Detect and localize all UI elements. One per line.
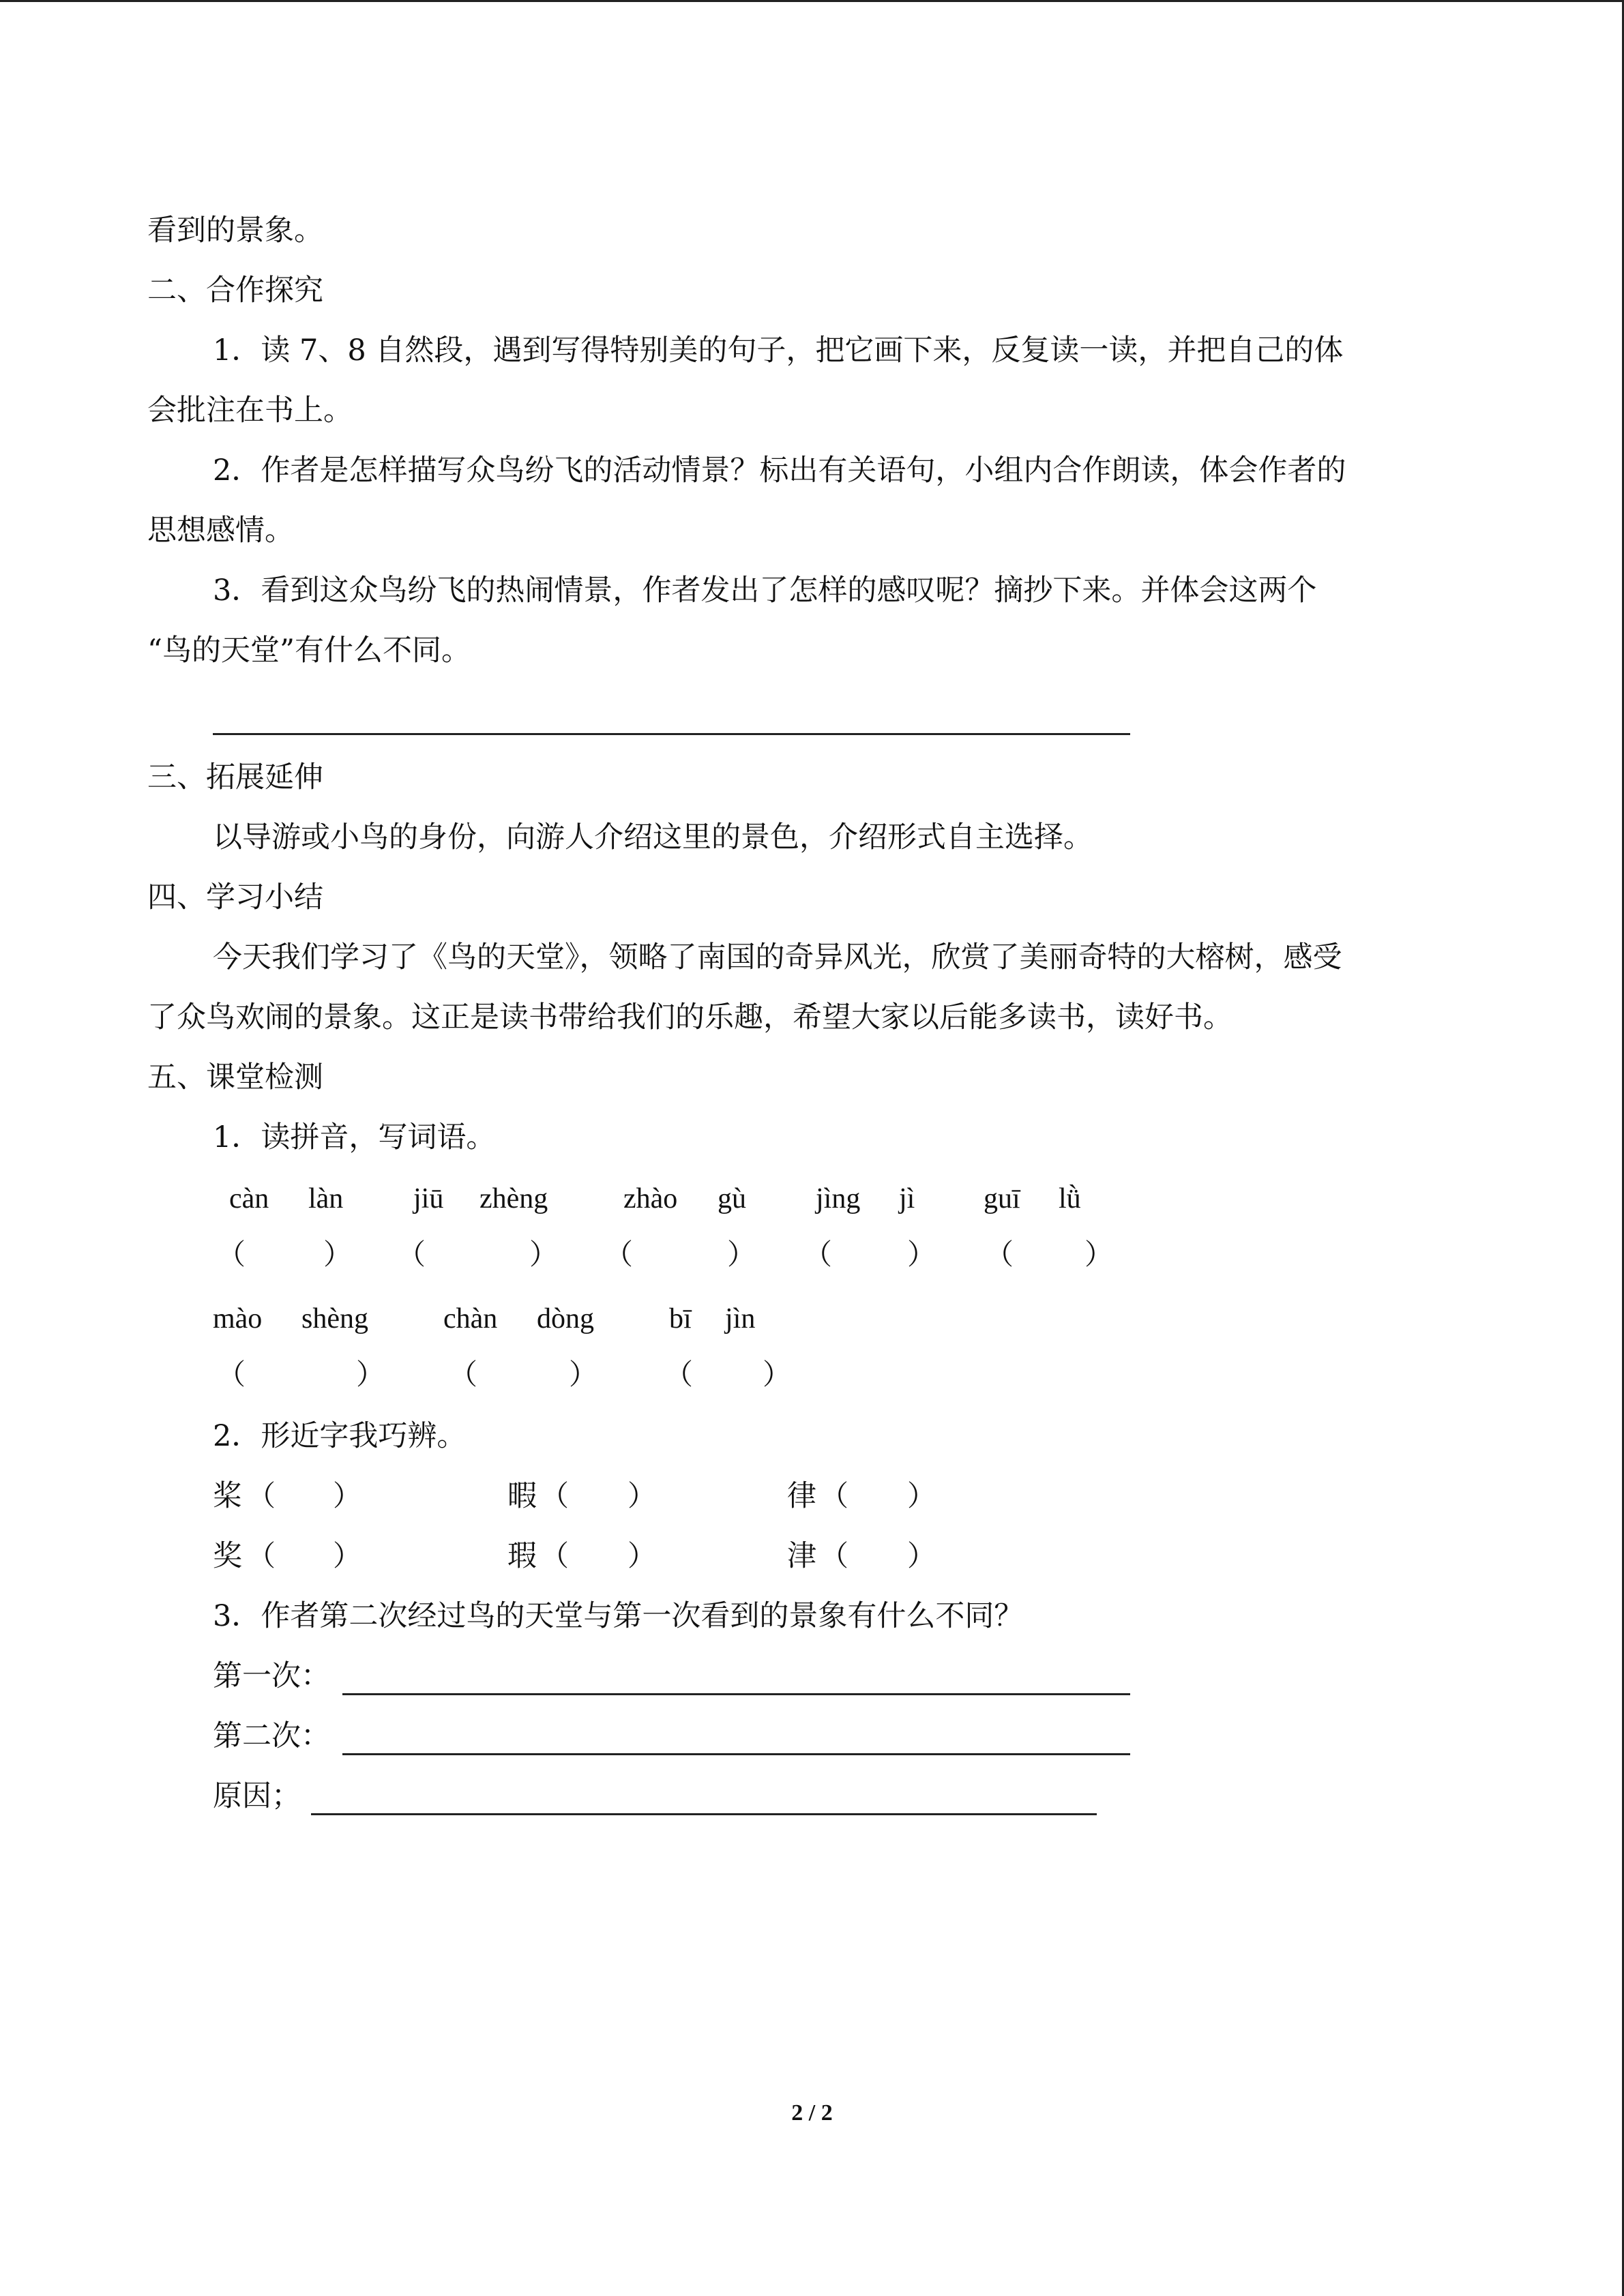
- paren-close: ）: [333, 1539, 362, 1572]
- text-line: 思想感情。: [147, 513, 294, 548]
- pinyin: lǜ: [1059, 1183, 1081, 1214]
- pinyin: làn: [308, 1183, 344, 1214]
- paren-open: （: [217, 1358, 246, 1391]
- paren-close: ）: [727, 1238, 756, 1271]
- paren-close: ）: [763, 1358, 792, 1391]
- paren-close: ）: [1084, 1238, 1114, 1271]
- section-heading: 三、拓展延伸: [147, 760, 323, 794]
- paren-close: ）: [628, 1539, 657, 1572]
- paren-close: ）: [529, 1238, 559, 1271]
- page-border: [0, 0, 1624, 2]
- paren-open: （: [540, 1479, 570, 1512]
- answer-label-first: 第一次：: [213, 1659, 330, 1693]
- question-label: 2．形近字我巧辨。: [213, 1419, 467, 1453]
- question-label: 3．作者第二次经过鸟的天堂与第一次看到的景象有什么不同？: [213, 1599, 1024, 1633]
- text-line: 1．读 7、8 自然段，遇到写得特别美的句子，把它画下来，反复读一读，并把自己的体: [213, 333, 1344, 368]
- paren-close: ）: [356, 1358, 385, 1391]
- section-heading: 四、学习小结: [147, 880, 323, 914]
- similar-char: 津: [787, 1539, 816, 1573]
- paren-open: （: [820, 1479, 849, 1512]
- text-line: 3．看到这众鸟纷飞的热闹情景，作者发出了怎样的感叹呢？摘抄下来。并体会这两个: [213, 573, 1317, 608]
- paren-open: （: [540, 1539, 570, 1572]
- pinyin: zhào: [623, 1183, 678, 1214]
- similar-char: 桨: [213, 1479, 242, 1513]
- pinyin: jì: [899, 1183, 915, 1214]
- section-heading: 五、课堂检测: [147, 1060, 323, 1094]
- paren-open: （: [397, 1238, 426, 1271]
- answer-label-reason: 原因；: [213, 1779, 301, 1813]
- paren-open: （: [449, 1358, 478, 1391]
- paren-open: （: [985, 1238, 1014, 1271]
- similar-char: 暇: [507, 1479, 537, 1513]
- similar-char: 奖: [213, 1539, 242, 1573]
- paren-close: ）: [907, 1238, 936, 1271]
- paren-close: ）: [569, 1358, 598, 1391]
- paren-open: （: [217, 1238, 246, 1271]
- pinyin: dòng: [537, 1303, 594, 1335]
- pinyin: mào: [213, 1303, 263, 1335]
- paren-open: （: [664, 1358, 694, 1391]
- pinyin: jìn: [725, 1303, 756, 1335]
- paren-close: ）: [323, 1238, 353, 1271]
- text-line: “鸟的天堂”有什么不同。: [147, 633, 471, 668]
- text-line: 会批注在书上。: [147, 393, 353, 428]
- paren-open: （: [247, 1479, 276, 1512]
- similar-char: 瑕: [507, 1539, 537, 1573]
- text-line: 2．作者是怎样描写众鸟纷飞的活动情景？标出有关语句，小组内合作朗读，体会作者的: [213, 453, 1346, 488]
- question-label: 1．读拼音，写词语。: [213, 1120, 496, 1154]
- pinyin: jiū: [413, 1183, 444, 1214]
- answer-line[interactable]: [213, 733, 1130, 735]
- paren-open: （: [803, 1238, 833, 1271]
- pinyin: càn: [229, 1183, 269, 1214]
- text-line: 以导游或小鸟的身份，向游人介绍这里的景色，介绍形式自主选择。: [213, 820, 1093, 854]
- text-line: 了众鸟欢闹的景象。这正是读书带给我们的乐趣，希望大家以后能多读书，读好书。: [147, 1000, 1232, 1034]
- answer-line-reason[interactable]: [311, 1813, 1097, 1815]
- answer-label-second: 第二次：: [213, 1719, 330, 1753]
- answer-line-second[interactable]: [342, 1753, 1130, 1755]
- paren-open: （: [604, 1238, 634, 1271]
- paren-close: ）: [907, 1539, 936, 1572]
- pinyin: shèng: [301, 1303, 368, 1335]
- section-heading: 二、合作探究: [147, 273, 323, 308]
- text-line: 今天我们学习了《鸟的天堂》，领略了南国的奇异风光，欣赏了美丽奇特的大榕树，感受: [213, 940, 1342, 974]
- pinyin: zhèng: [479, 1183, 548, 1214]
- pinyin: chàn: [443, 1303, 498, 1335]
- pinyin: jìng: [816, 1183, 861, 1214]
- page-number: 2 / 2: [791, 2100, 833, 2126]
- paren-close: ）: [333, 1479, 362, 1512]
- text-line: 看到的景象。: [147, 213, 323, 248]
- pinyin: guī: [984, 1183, 1020, 1214]
- paren-open: （: [820, 1539, 849, 1572]
- pinyin: bī: [669, 1303, 692, 1335]
- pinyin: gù: [718, 1183, 746, 1214]
- answer-line-first[interactable]: [342, 1693, 1130, 1695]
- paren-close: ）: [907, 1479, 936, 1512]
- paren-open: （: [247, 1539, 276, 1572]
- similar-char: 律: [787, 1479, 816, 1513]
- paren-close: ）: [628, 1479, 657, 1512]
